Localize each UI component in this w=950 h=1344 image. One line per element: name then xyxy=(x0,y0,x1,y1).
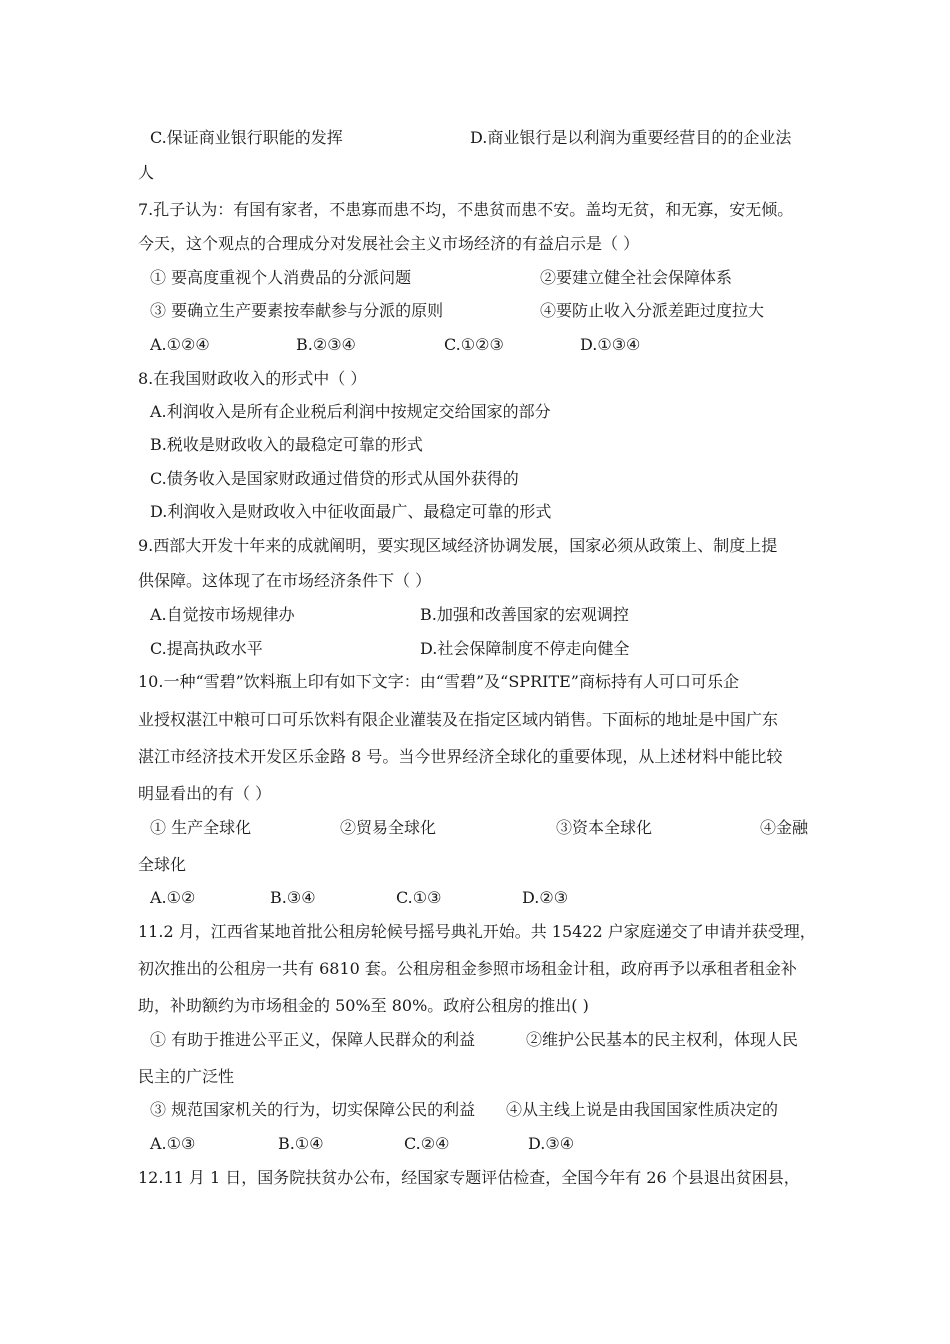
q10-stem-line-4: 明显看出的有（ ） xyxy=(138,784,272,803)
q11-choice-a: A.①③ xyxy=(150,1134,196,1153)
q7-choice-b: B.②③④ xyxy=(296,335,356,354)
q10-item-4: ④金融 xyxy=(760,818,809,837)
q11-stem-line-2: 初次推出的公租房一共有 6810 套。公租房租金参照市场租金计租，政府再予以承租者租金补 xyxy=(138,959,797,978)
q10-stem-line-1: 10.一种“雪碧”饮料瓶上印有如下文字：由“雪碧”及“SPRITE”商标持有人可口可乐企 xyxy=(138,672,739,691)
q6-option-d: D.商业银行是以利润为重要经营目的的企业法 xyxy=(470,128,792,147)
q11-item-3: ③ 规范国家机关的行为，切实保障公民的利益 xyxy=(150,1100,476,1119)
q11-choice-d: D.③④ xyxy=(528,1134,575,1153)
q8-option-c: C.债务收入是国家财政通过借贷的形式从国外获得的 xyxy=(150,469,519,488)
q10-stem-line-3: 湛江市经济技术开发区乐金路 8 号。当今世界经济全球化的重要体现，从上述材料中能比较 xyxy=(138,747,783,766)
q10-item-3: ③资本全球化 xyxy=(556,818,653,837)
q7-item-2: ②要建立健全社会保障体系 xyxy=(540,268,733,287)
q11-choice-c: C.②④ xyxy=(404,1134,450,1153)
q7-stem-line-1: 7.孔子认为：有国有家者，不患寡而患不均，不患贫而患不安。盖均无贫，和无寡，安无倾。 xyxy=(138,200,794,219)
q11-choice-b: B.①④ xyxy=(278,1134,324,1153)
q10-item-4-continued: 全球化 xyxy=(138,855,187,874)
q11-item-1: ① 有助于推进公平正义，保障人民群众的利益 xyxy=(150,1030,476,1049)
q8-option-a: A.利润收入是所有企业税后利润中按规定交给国家的部分 xyxy=(150,402,551,421)
q9-option-a: A.自觉按市场规律办 xyxy=(150,605,295,624)
q6-option-c: C.保证商业银行职能的发挥 xyxy=(150,128,343,147)
q7-item-3: ③ 要确立生产要素按奉献参与分派的原则 xyxy=(150,301,444,320)
q7-item-1: ① 要高度重视个人消费品的分派问题 xyxy=(150,268,412,287)
q9-stem-line-2: 供保障。这体现了在市场经济条件下（ ） xyxy=(138,571,432,590)
q10-stem-line-2: 业授权湛江中粮可口可乐饮料有限企业灌装及在指定区域内销售。下面标的地址是中国广东 xyxy=(138,710,779,729)
q8-option-b: B.税收是财政收入的最稳定可靠的形式 xyxy=(150,435,423,454)
q12-stem-line-1: 12.11 月 1 日，国务院扶贫办公布，经国家专题评估检查，全国今年有 26 个县退出贫困县， xyxy=(138,1168,800,1187)
q7-choice-d: D.①③④ xyxy=(580,335,641,354)
q10-choice-d: D.②③ xyxy=(522,888,569,907)
q8-option-d: D.利润收入是财政收入中征收面最广、最稳定可靠的形式 xyxy=(150,502,552,521)
q7-choice-c: C.①②③ xyxy=(444,335,504,354)
q10-choice-c: C.①③ xyxy=(396,888,442,907)
q11-item-4: ④从主线上说是由我国国家性质决定的 xyxy=(506,1100,779,1119)
q11-item-2-continued: 民主的广泛性 xyxy=(138,1067,235,1086)
q11-stem-line-1: 11.2 月，江西省某地首批公租房轮候号摇号典礼开始。共 15422 户家庭递交了申请并获受理， xyxy=(138,922,816,941)
q7-choice-a: A.①②④ xyxy=(150,335,210,354)
q11-stem-line-3: 助，补助额约为市场租金的 50%至 80%。政府公租房的推出( ) xyxy=(138,996,589,1015)
q10-choice-b: B.③④ xyxy=(270,888,316,907)
q10-item-1: ① 生产全球化 xyxy=(150,818,252,837)
q9-option-c: C.提高执政水平 xyxy=(150,639,263,658)
q10-item-2: ②贸易全球化 xyxy=(340,818,437,837)
q9-option-d: D.社会保障制度不停走向健全 xyxy=(420,639,630,658)
q9-option-b: B.加强和改善国家的宏观调控 xyxy=(420,605,629,624)
q10-choice-a: A.①② xyxy=(150,888,196,907)
q8-stem: 8.在我国财政收入的形式中（ ） xyxy=(138,369,367,388)
q11-item-2: ②维护公民基本的民主权利，体现人民 xyxy=(526,1030,799,1049)
q7-item-4: ④要防止收入分派差距过度拉大 xyxy=(540,301,765,320)
q6-option-d-continued: 人 xyxy=(138,163,155,182)
q9-stem-line-1: 9.西部大开发十年来的成就阐明，要实现区域经济协调发展，国家必须从政策上、制度上提 xyxy=(138,536,778,555)
q7-stem-line-2: 今天，这个观点的合理成分对发展社会主义市场经济的有益启示是（ ） xyxy=(138,234,640,253)
